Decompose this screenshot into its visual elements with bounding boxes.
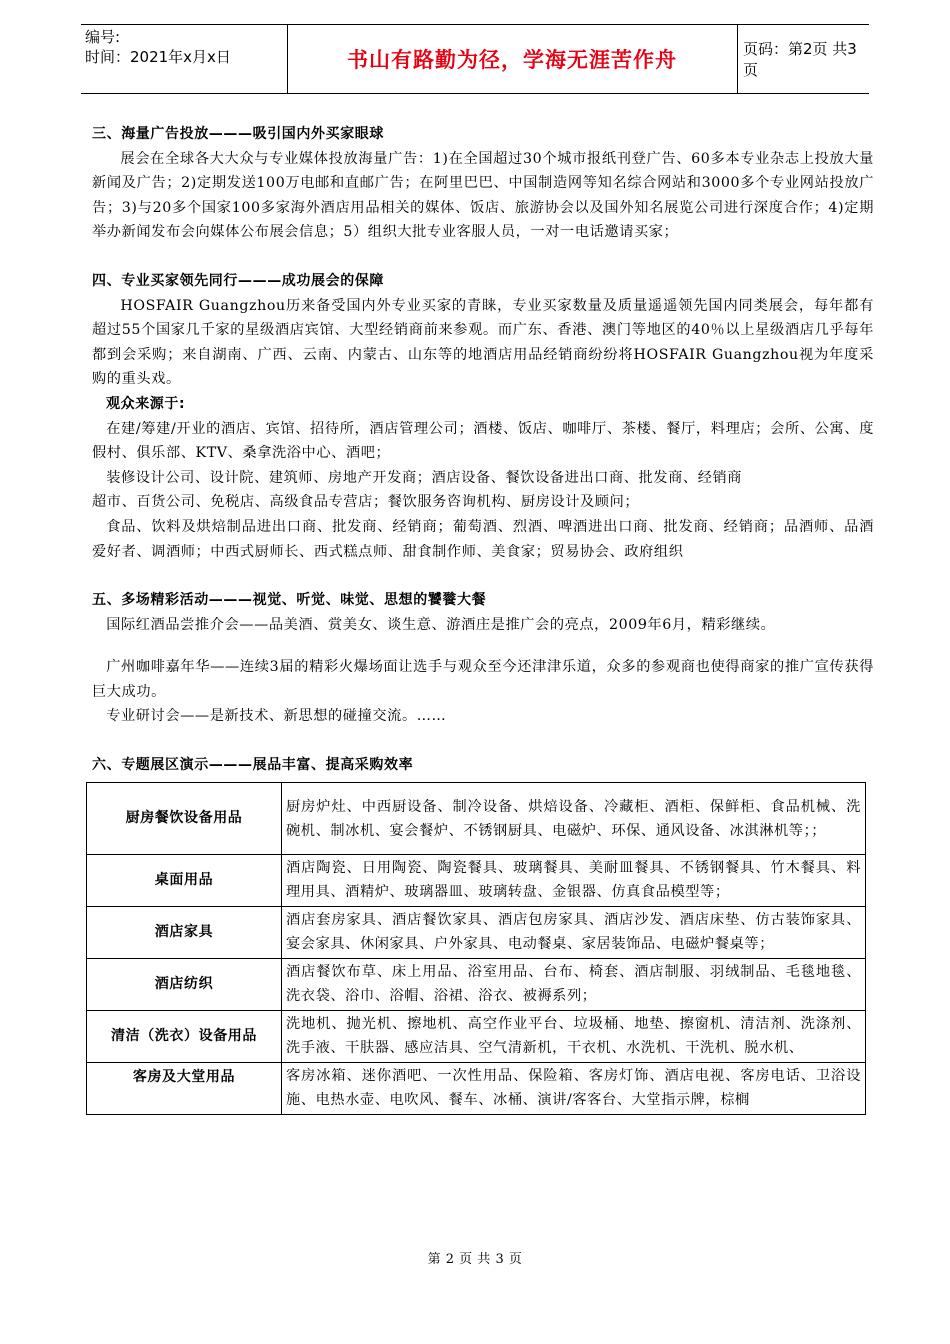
audience-item: 超市、百货公司、免税店、高级食品专营店；餐饮服务咨询机构、厨房设计及顾问； [92,494,640,511]
zone-items: 客房冰箱、迷你酒吧、一次性用品、保险箱、客房灯饰、酒店电视、客房电话、卫浴设施、电热水壶、电吹风、餐车、冰桶、演讲/客客台、大堂指示牌，棕榈 [282,1062,866,1114]
table-row [87,782,866,854]
paragraph: HOSFAIR Guangzhou历来备受国内外专业买家的青睐，专业买家数量及质量遥遥领先国内同类展会，每年都有超过55个国家几千家的星级酒店宾馆、大型经销商前来参观。而广东、香港、澳门等地区的40％以上星级酒店几乎每年都到会采购；来自湖南、广西、云南、内蒙古、山东等的地酒店用品经销商纷纷将HOSFAIR Guangzhou视为年度采购的重头戏。 [92,297,874,388]
table-row [87,1010,866,1062]
header-meta [85,27,285,67]
section-heading: 五、多场精彩活动———视觉、听觉、味觉、思想的饕餮大餐 [92,592,487,609]
paragraph: 广州咖啡嘉年华——连续3届的精彩火爆场面让选手与观众至今还津津乐道，众多的参观商也使得商家的推广宣传获得巨大成功。 [92,659,874,700]
page-footer: 第 2 页 共 3 页 [427,1252,523,1267]
zone-items: 酒店餐饮布草、床上用品、浴室用品、台布、椅套、酒店制服、羽绒制品、毛毯地毯、洗衣袋、浴巾、浴帽、浴裙、浴衣、被褥系列； [282,958,866,1010]
number-label: 编号: [85,28,121,46]
zone-category: 清洁（洗衣）设备用品 [87,1010,282,1062]
zone-items: 厨房炉灶、中西厨设备、制冷设备、烘焙设备、冷藏柜、酒柜、保鲜柜、食品机械、洗碗机、制冰机、宴会餐炉、不锈钢厨具、电磁炉、环保、通风设备、冰淇淋机等；； [282,782,866,854]
zone-category: 酒店家具 [87,906,282,958]
header-divider [287,25,288,93]
header-divider [737,25,738,93]
document-body [92,122,874,1115]
page-header [81,24,869,94]
paragraph: 专业研讨会——是新技术、新思想的碰撞交流。…… [106,708,447,725]
table-row [87,906,866,958]
section-heading: 四、专业买家领先同行———成功展会的保障 [92,272,384,289]
table-row [87,854,866,906]
zone-items: 洗地机、抛光机、擦地机、高空作业平台、垃圾桶、地垫、擦窗机、清洁剂、洗涤剂、洗手液、干肤器、感应洁具、空气清新机，干衣机、水洗机、干洗机、脱水机、 [282,1010,866,1062]
header-motto: 书山有路勤为径，学海无涯苦作舟 [347,48,677,72]
zone-items: 酒店陶瓷、日用陶瓷、陶瓷餐具、玻璃餐具、美耐皿餐具、不锈钢餐具、竹木餐具、料理用具、酒精炉、玻璃器皿、玻璃转盘、金银器、仿真食品模型等； [282,854,866,906]
table-row [87,958,866,1010]
zone-category: 厨房餐饮设备用品 [87,782,282,854]
header-page-info: 页码：第2页 共3页 [743,40,857,79]
audience-heading: 观众来源于: [106,395,186,412]
section-heading: 三、海量广告投放———吸引国内外买家眼球 [92,126,384,142]
time-label: 时间：2021年x月x日 [85,48,231,66]
audience-item: 在建/筹建/开业的酒店、宾馆、招待所，酒店管理公司；酒楼、饭店、咖啡厅、茶楼、餐厅，料理店；会所、公寓、度假村、俱乐部、KTV、桑拿洗浴中心、酒吧； [92,420,874,462]
audience-item: 食品、饮料及烘焙制品进出口商、批发商、经销商；葡萄酒、烈酒、啤酒进出口商、批发商、经销商；品酒师、品酒爱好者、调酒师；中西式厨师长、西式糕点师、甜食制作师、美食家；贸易协会、政府组织 [92,518,874,560]
zone-items: 酒店套房家具、酒店餐饮家具、酒店包房家具、酒店沙发、酒店床垫、仿古装饰家具、宴会家具、休闲家具、户外家具、电动餐桌、家居装饰品、电磁炉餐桌等； [282,906,866,958]
audience-item: 装修设计公司、设计院、建筑师、房地产开发商；酒店设备、餐饮设备进出口商、批发商、经销商 [106,469,743,486]
exhibit-zone-table [86,782,866,1115]
table-row [87,1062,866,1114]
zone-category: 客房及大堂用品 [87,1062,282,1114]
paragraph: 国际红酒品尝推介会——品美酒、赏美女、谈生意、游酒庄是推广会的亮点，2009年6月，精彩继续。 [106,616,776,633]
paragraph: 展会在全球各大大众与专业媒体投放海量广告：1)在全国超过30个城市报纸刊登广告、60多本专业杂志上投放大量新闻及广告；2)定期发送100万电邮和直邮广告；在阿里巴巴、中国制造网等知名综合网站和3000多个专业网站投放广告；3)与20多个国家100多家海外酒店用品相关的媒体、饭店、旅游协会以及国外知名展览公司进行深度合作；4)定期举办新闻发布会向媒体公布展会信息；5）组织大批专业客服人员，一对一电话邀请买家； [92,150,874,241]
zone-category: 酒店纺织 [87,958,282,1010]
section-heading: 六、专题展区演示———展品丰富、提高采购效率 [92,757,414,774]
zone-category: 桌面用品 [87,854,282,906]
